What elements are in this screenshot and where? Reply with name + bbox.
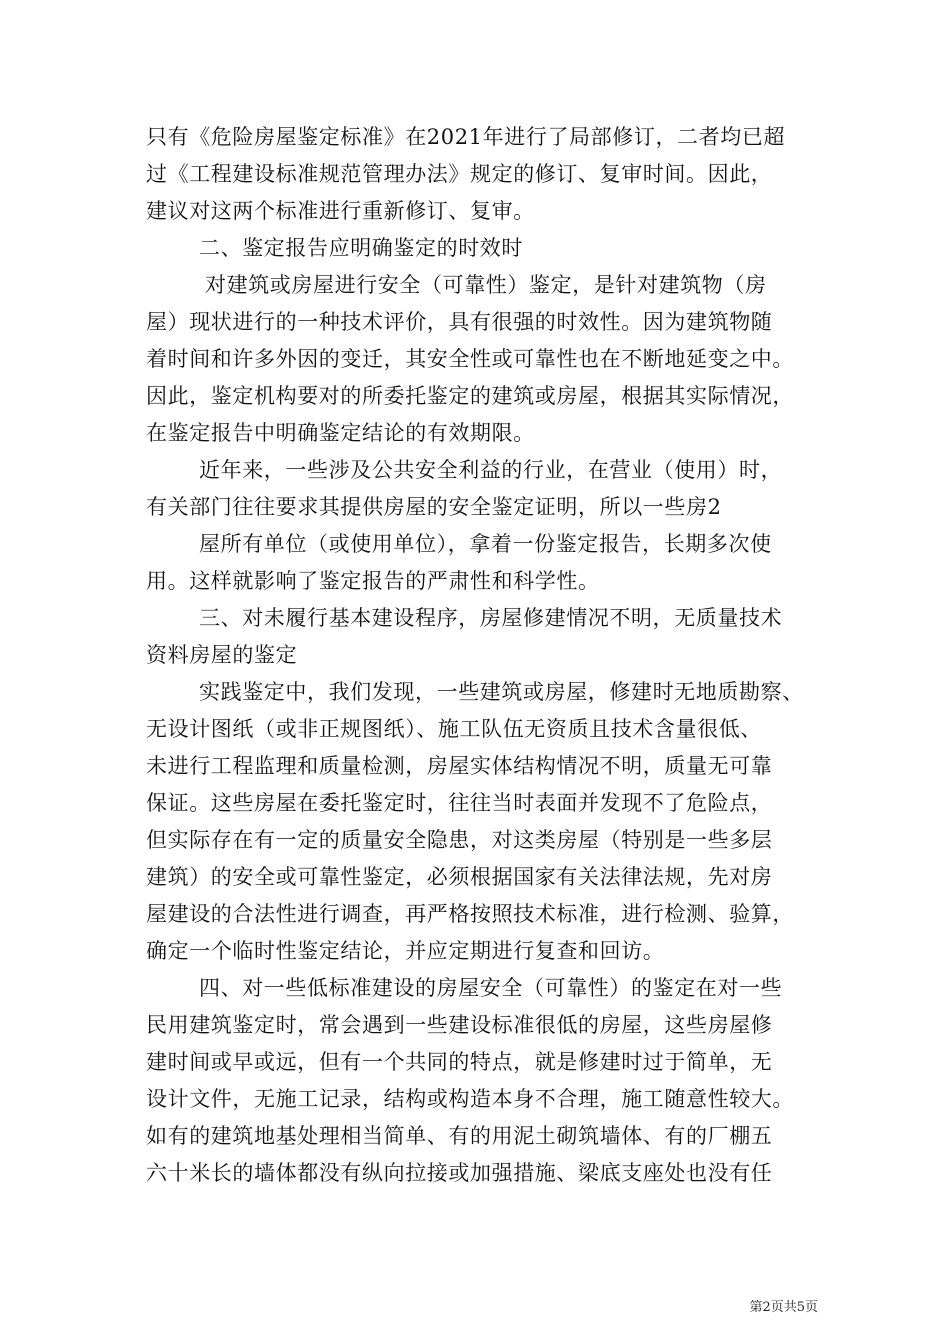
text-line-27: 设计文件，无施工记录，结构或构造本身不合理，施工随意性较大。 [146,1087,794,1111]
text-line-7: 着时间和许多外因的变迁，其安全性或可靠性也在不断地延变之中。 [146,347,794,371]
text-line-5: 对建筑或房屋进行安全（可靠性）鉴定，是针对建筑物（房 [205,273,767,297]
section-heading-4: 四、对一些低标准建设的房屋安全（可靠性）的鉴定在对一些 [199,976,783,1000]
section-heading-3-cont: 资料房屋的鉴定 [146,643,298,667]
page-indicator: 第2页共5页 [749,1300,818,1315]
text-line-1: 只有《危险房屋鉴定标准》在2021年进行了局部修订，二者均已超 [146,125,786,149]
text-line-18: 未进行工程监理和质量检测，房屋实体结构情况不明，质量无可靠 [146,754,773,778]
text-line-9: 在鉴定报告中明确鉴定结论的有效期限。 [146,421,535,445]
text-line-10: 近年来，一些涉及公共安全利益的行业，在营业（使用）时， [199,458,783,482]
text-line-20: 但实际存在有一定的质量安全隐患，对这类房屋（特别是一些多层 [146,828,773,852]
section-heading-3: 三、对未履行基本建设程序，房屋修建情况不明，无质量技术 [199,606,783,630]
text-line-6: 屋）现状进行的一种技术评价，具有很强的时效性。因为建筑物随 [146,310,773,334]
text-line-29: 六十米长的墙体都没有纵向拉接或加强措施、梁底支座处也没有任 [146,1161,773,1185]
text-line-8: 因此，鉴定机构要对的所委托鉴定的建筑或房屋，根据其实际情况， [146,384,794,408]
text-line-12: 屋所有单位（或使用单位），拿着一份鉴定报告，长期多次使 [199,532,772,556]
text-line-28: 如有的建筑地基处理相当简单、有的用泥土砌筑墙体、有的厂棚五 [146,1124,773,1148]
text-line-16: 实践鉴定中，我们发现，一些建筑或房屋，修建时无地质勘察、 [199,680,804,704]
text-line-17: 无设计图纸（或非正规图纸）、施工队伍无资质且技术含量很低、 [146,717,762,741]
text-line-19: 保证。这些房屋在委托鉴定时，往往当时表面并发现不了危险点， [146,791,773,815]
text-line-11: 有关部门往往要求其提供房屋的安全鉴定证明，所以一些房2 [146,495,722,519]
text-line-25: 民用建筑鉴定时，常会遇到一些建设标准很低的房屋，这些房屋修 [146,1013,773,1037]
text-line-13: 用。这样就影响了鉴定报告的严肃性和科学性。 [146,569,600,593]
text-line-26: 建时间或早或远，但有一个共同的特点，就是修建时过于简单，无 [146,1050,773,1074]
section-heading-2: 二、鉴定报告应明确鉴定的时效时 [199,236,523,260]
text-line-23: 确定一个临时性鉴定结论，并应定期进行复查和回访。 [146,939,665,963]
text-line-21: 建筑）的安全或可靠性鉴定，必须根据国家有关法律法规，先对房 [146,865,773,889]
text-line-3: 建议对这两个标准进行重新修订、复审。 [146,199,535,223]
text-line-2: 过《工程建设标准规范管理办法》规定的修订、复审时间。因此， [146,162,773,186]
text-line-22: 屋建设的合法性进行调查，再严格按照技术标准，进行检测、验算， [146,902,794,926]
